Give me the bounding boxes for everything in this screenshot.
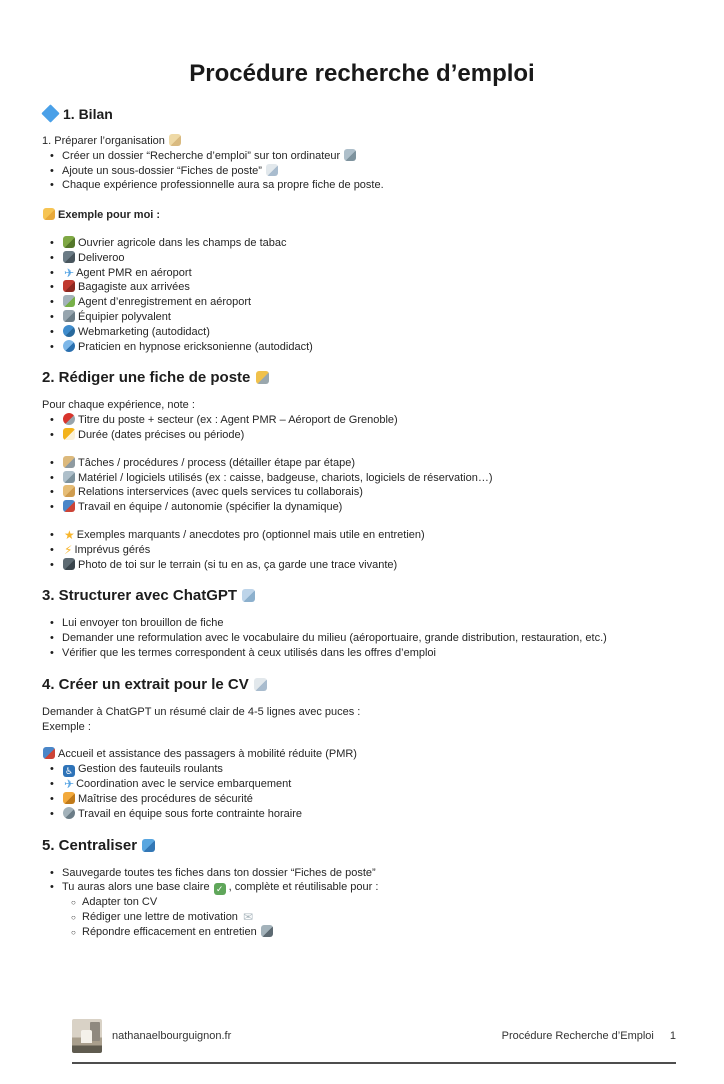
bicycle-icon <box>63 251 75 263</box>
card-index-dividers-icon <box>169 134 181 146</box>
laptop-icon <box>63 471 75 483</box>
bullet-item <box>42 777 682 792</box>
text-run: Adapter ton CV <box>82 896 158 909</box>
bullet-item <box>42 266 682 281</box>
text-run: 1. Préparer l’organisation <box>42 135 168 147</box>
text-run: Praticien en hypnose ericksonienne (autodidact) <box>78 340 313 353</box>
text-run: Pour chaque expérience, note : <box>42 399 195 412</box>
bullet-list <box>42 866 682 940</box>
bullet-item <box>42 616 682 631</box>
section-heading <box>42 369 682 386</box>
text-run: Demander une reformulation avec le vocabulaire du milieu (aéroportuaire, grande distribution, restauration, etc.) <box>62 632 607 645</box>
page-title: Procédure recherche d’emploi <box>189 60 535 87</box>
bullet-item <box>42 792 682 807</box>
text-run: Exemples marquants / anecdotes pro (optionnel mais utile en entretien) <box>76 528 425 541</box>
text-run: 4. Créer un extrait pour le CV <box>42 675 253 693</box>
text-run: Relations interservices (avec quels services tu collaborais) <box>78 486 363 499</box>
text-run: Exemple : <box>42 720 91 733</box>
text-run: Créer un dossier “Recherche d’emploi” sur ton ordinateur <box>62 149 344 162</box>
hourglass-icon <box>63 428 75 440</box>
wheelchair-symbol-icon: ♿ <box>64 766 74 777</box>
team-icon <box>63 500 75 512</box>
bullet-list <box>42 456 682 515</box>
text-run: Matériel / logiciels utilisés (ex : caisse, badgeuse, chariots, logiciels de réservation…) <box>78 471 493 484</box>
section-heading <box>42 837 682 854</box>
footer-rule <box>72 1062 676 1064</box>
bullet-item <box>42 866 682 881</box>
text-run: Travail en équipe sous forte contrainte horaire <box>78 807 302 820</box>
globe-icon <box>63 325 75 337</box>
bullet-item <box>42 310 682 325</box>
text-run: Bagagiste aux arrivées <box>78 281 190 294</box>
text-run: Exemple pour moi : <box>58 209 161 222</box>
handshake-icon <box>63 485 75 497</box>
text-run: Maîtrise des procédures de sécurité <box>78 792 253 805</box>
text-run: Durée (dates précises ou période) <box>78 428 245 441</box>
bullet-item <box>42 880 682 895</box>
envelope-icon: ✉ <box>242 910 254 925</box>
cyclone-icon <box>63 340 75 352</box>
text-run: Demander à ChatGPT un résumé clair de 4-5 lignes avec puces : <box>42 705 361 718</box>
bullet-item <box>42 178 682 193</box>
footer-site: nathanaelbourguignon.fr <box>112 1030 232 1042</box>
bullet-item <box>42 236 682 251</box>
locked-with-key-icon <box>63 792 75 804</box>
bullet-item <box>42 149 682 164</box>
person-wheelchair-icon <box>43 747 55 759</box>
bullet-item <box>42 340 682 355</box>
bullet-item <box>42 631 682 646</box>
bullet-item <box>42 646 682 661</box>
document-body <box>42 106 682 940</box>
stopwatch-icon <box>63 807 75 819</box>
text-run: 3. Structurer avec ChatGPT <box>42 587 242 605</box>
text-run: Imprévus gérés <box>74 543 151 556</box>
tractor-icon <box>63 236 75 248</box>
text-run: Lui envoyer ton brouillon de fiche <box>62 617 224 630</box>
airplane-departure-icon: ✈ <box>64 265 75 280</box>
writing-hand-icon <box>256 371 269 384</box>
text-run: Agent d’enregistrement en aéroport <box>78 296 252 309</box>
section-heading <box>42 676 682 693</box>
text-run: Tâches / procédures / process (détailler étape par étape) <box>78 456 355 469</box>
microphone-icon <box>261 925 273 937</box>
text-run: Chaque expérience professionnelle aura sa propre fiche de poste. <box>62 179 384 192</box>
section-heading <box>42 106 682 122</box>
bullet-item <box>42 807 682 822</box>
check-mark-icon: ✓ <box>214 883 226 895</box>
document-page <box>0 60 724 940</box>
luggage-icon <box>63 280 75 292</box>
text-run: Photo de toi sur le terrain (si tu en as, ça garde une trace vivante) <box>78 558 398 571</box>
text-run: Travail en équipe / autonomie (spécifier la dynamique) <box>78 501 343 514</box>
bullet-item <box>42 325 682 340</box>
bullet-list <box>42 236 682 354</box>
bullet-item <box>42 164 682 179</box>
bullet-list <box>42 149 682 193</box>
shopping-cart-icon <box>63 310 75 322</box>
star-icon: ★ <box>64 527 75 542</box>
bullet-item <box>42 558 682 573</box>
footer-row <box>72 1019 676 1053</box>
paragraph <box>42 720 682 735</box>
bullet-item <box>42 543 682 558</box>
bullet-item <box>42 500 682 515</box>
hammer-wrench-icon <box>63 456 75 468</box>
check-in-desk-icon <box>63 295 75 307</box>
bullet-item <box>42 413 682 428</box>
bullet-item <box>42 251 682 266</box>
bullet-item <box>62 910 682 925</box>
text-run: Tu auras alors une base claire <box>62 881 213 894</box>
bullet-item <box>42 456 682 471</box>
avatar <box>72 1019 102 1053</box>
paragraph <box>42 398 682 413</box>
text-run: , complète et réutilisable pour : <box>228 881 379 894</box>
bullet-list <box>42 413 682 443</box>
bullet-list <box>42 528 682 572</box>
section-heading <box>42 587 682 604</box>
laptop-icon <box>344 149 356 161</box>
text-run: Gestion des fauteuils roulants <box>78 763 223 776</box>
text-run: Accueil et assistance des passagers à mobilité réduite (PMR) <box>58 748 357 761</box>
document-page-icon <box>254 678 267 691</box>
footer-doc-title: Procédure Recherche d’Emploi <box>501 1030 654 1042</box>
paragraph <box>42 134 682 149</box>
small-blue-diamond-icon <box>41 104 59 122</box>
camera-icon <box>63 558 75 570</box>
paragraph <box>42 747 682 762</box>
pointing-right-icon <box>43 208 55 220</box>
text-run: Vérifier que les termes correspondent à ceux utilisés dans les offres d’emploi <box>62 646 436 659</box>
bullet-item <box>42 485 682 500</box>
bullet-list <box>42 616 682 660</box>
bullet-item <box>42 528 682 543</box>
text-run: Ouvrier agricole dans les champs de tabac <box>78 236 287 249</box>
bullet-item <box>42 471 682 486</box>
text-run: Répondre efficacement en entretien <box>82 925 260 938</box>
text-run: Rédiger une lettre de motivation <box>82 911 241 924</box>
text-run: Webmarketing (autodidact) <box>78 325 210 338</box>
text-run: Coordination avec le service embarquement <box>76 778 292 791</box>
document-page-icon <box>266 164 278 176</box>
footer-docref <box>502 1030 676 1042</box>
bullet-list <box>42 762 682 821</box>
footer <box>72 1019 676 1064</box>
text-run: 1. Bilan <box>63 106 113 122</box>
text-run: Sauvegarde toutes tes fiches dans ton dossier “Fiches de poste” <box>62 866 376 879</box>
bullet-item <box>42 280 682 295</box>
lightning-icon: ⚡ <box>64 542 73 557</box>
text-run: Agent PMR en aéroport <box>76 266 192 279</box>
blue-folder-icon <box>142 839 155 852</box>
footer-page-number: 1 <box>669 1030 676 1042</box>
robot-icon <box>242 589 255 602</box>
bullet-item <box>42 428 682 443</box>
pushpin-icon <box>63 413 75 425</box>
bullet-item <box>62 925 682 940</box>
bullet-item <box>42 762 682 777</box>
bullet-item <box>42 295 682 310</box>
text-run: Titre du poste + secteur (ex : Agent PMR – Aéroport de Grenoble) <box>78 414 398 427</box>
airplane-departure-icon: ✈ <box>64 777 75 792</box>
paragraph <box>42 705 682 720</box>
text-run: 2. Rédiger une fiche de poste <box>42 369 255 387</box>
bullet-item <box>62 895 682 910</box>
paragraph <box>42 208 682 223</box>
text-run: 5. Centraliser <box>42 836 142 854</box>
text-run: Deliveroo <box>78 251 125 264</box>
text-run: Ajoute un sous-dossier “Fiches de poste” <box>62 164 265 177</box>
text-run: Équipier polyvalent <box>78 310 171 323</box>
